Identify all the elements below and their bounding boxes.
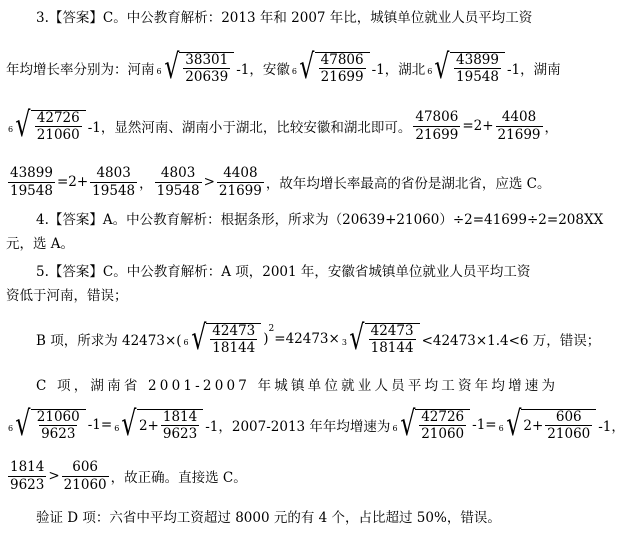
radical: 3 √ $\frac{42473}{18144}$ — [342, 322, 420, 356]
fraction: $\frac{47806}{21699}$ — [320, 51, 364, 85]
q5-line-1: 5.【答案】C。中公教育解析：A 项，2001 年，安徽省城镇单位就业人员平均工资 — [36, 264, 531, 280]
q4-line-2: 元，选 A。 — [6, 236, 75, 252]
radical: 6 √ $\frac{42726}{21060}$ — [8, 109, 86, 143]
q5-b-line: B 项，所求为 42473×( 6 √ $\frac{42473}{18144}$ ) 2 =42473× 3 √ $\frac{42473}{18144}$ <42473×1.4<6 万，错误； — [36, 318, 601, 358]
radical: 6 √ 2+ $\frac{606}{21060}$ — [499, 408, 597, 442]
q5-c-line-2: 6 √ $\frac{21060}{9623}$ -1= 6 √ 2+ $\frac{1814}{9623}$ -1，2007-2013 年年均增速为 6 √ $\frac{42726}{21060}$ -1= 6 √ 2+ $\frac{606}{21060}$ -1， — [8, 404, 625, 444]
q3-answer-text: 3.【答案】C。中公教育解析：2013 年和 2007 年比，城镇单位就业人员平均工资 — [36, 10, 533, 26]
fraction: $\frac{606}{21060}$ — [547, 408, 591, 442]
radical: 6 √ $\frac{21060}{9623}$ — [8, 408, 86, 442]
radical: 6 √ $\frac{42726}{21060}$ — [392, 408, 470, 442]
fraction: $\frac{606}{21060}$ — [63, 459, 107, 493]
q5-d-line: 验证 D 项：六省中平均工资超过 8000 元的有 4 个，占比超过 50%，错误。 — [36, 510, 501, 526]
fraction: $\frac{43899}{19548}$ — [456, 51, 499, 85]
fraction: $\frac{42473}{18144}$ — [212, 322, 256, 356]
fraction: $\frac{4408}{21699}$ — [497, 109, 541, 143]
fraction: $\frac{42726}{21060}$ — [36, 109, 80, 143]
q5-line-2: 资低于河南，错误； — [6, 288, 128, 304]
q5-c-line-1: C 项，湖南省 2001-2007 年城镇单位就业人员平均工资年均增速为 — [36, 378, 559, 394]
fraction: $\frac{42726}{21060}$ — [421, 408, 465, 442]
q4-line-1: 4.【答案】A。中公教育解析：根据条形，所求为（20639+21060）÷2=41699÷2=208XX — [36, 212, 604, 228]
radical: 6 √ 2+ $\frac{1814}{9623}$ — [114, 408, 203, 442]
radical: 6 √ $\frac{43899}{19548}$ — [427, 51, 505, 85]
fraction: $\frac{38301}{20639}$ — [185, 51, 229, 85]
fraction: $\frac{21060}{9623}$ — [36, 408, 80, 442]
radical: 6 √ $\frac{47806}{21699}$ — [292, 51, 370, 85]
radical: 6 √ $\frac{38301}{20639}$ — [157, 51, 235, 85]
fraction: $\frac{4803}{19548}$ — [156, 165, 200, 199]
fraction: $\frac{42473}{18144}$ — [370, 322, 414, 356]
fraction: $\frac{1814}{9623}$ — [162, 408, 198, 442]
fraction: $\frac{4803}{19548}$ — [92, 165, 136, 199]
fraction: $\frac{43899}{19548}$ — [10, 165, 53, 199]
q5-c-line-3: $\frac{1814}{9623}$ > $\frac{606}{21060}$ ，故正确。直接选 C。 — [10, 459, 247, 493]
radical: 6 √ $\frac{42473}{18144}$ — [184, 322, 262, 356]
fraction: $\frac{47806}{21699}$ — [415, 109, 459, 143]
fraction: $\frac{4408}{21699}$ — [218, 165, 262, 199]
q3-line-1 — [36, 6, 543, 26]
q3-line-2: 年均增长率分别为：河南 6 √ $\frac{38301}{20639}$ -1，安徽 6 √ $\frac{47806}{21699}$ -1，湖北 6 √ $\frac{43899}{19548}$ -1，湖南 — [6, 47, 561, 87]
q3-line-4: $\frac{43899}{19548}$ =2+ $\frac{4803}{19548}$ ， $\frac{4803}{19548}$ > $\frac{4408}{21699}$ ，故年均增长率最高的省份是湖北省，应选 C。 — [10, 165, 551, 199]
q3-text: 年均增长率分别为：河南 — [6, 62, 155, 78]
fraction: $\frac{1814}{9623}$ — [10, 459, 45, 493]
q3-line-3: 6 √ $\frac{42726}{21060}$ -1，显然河南、湖南小于湖北，比较安徽和湖北即可。 $\frac{47806}{21699}$ =2+ $\frac{4408}{21699}$ ， — [8, 105, 558, 145]
